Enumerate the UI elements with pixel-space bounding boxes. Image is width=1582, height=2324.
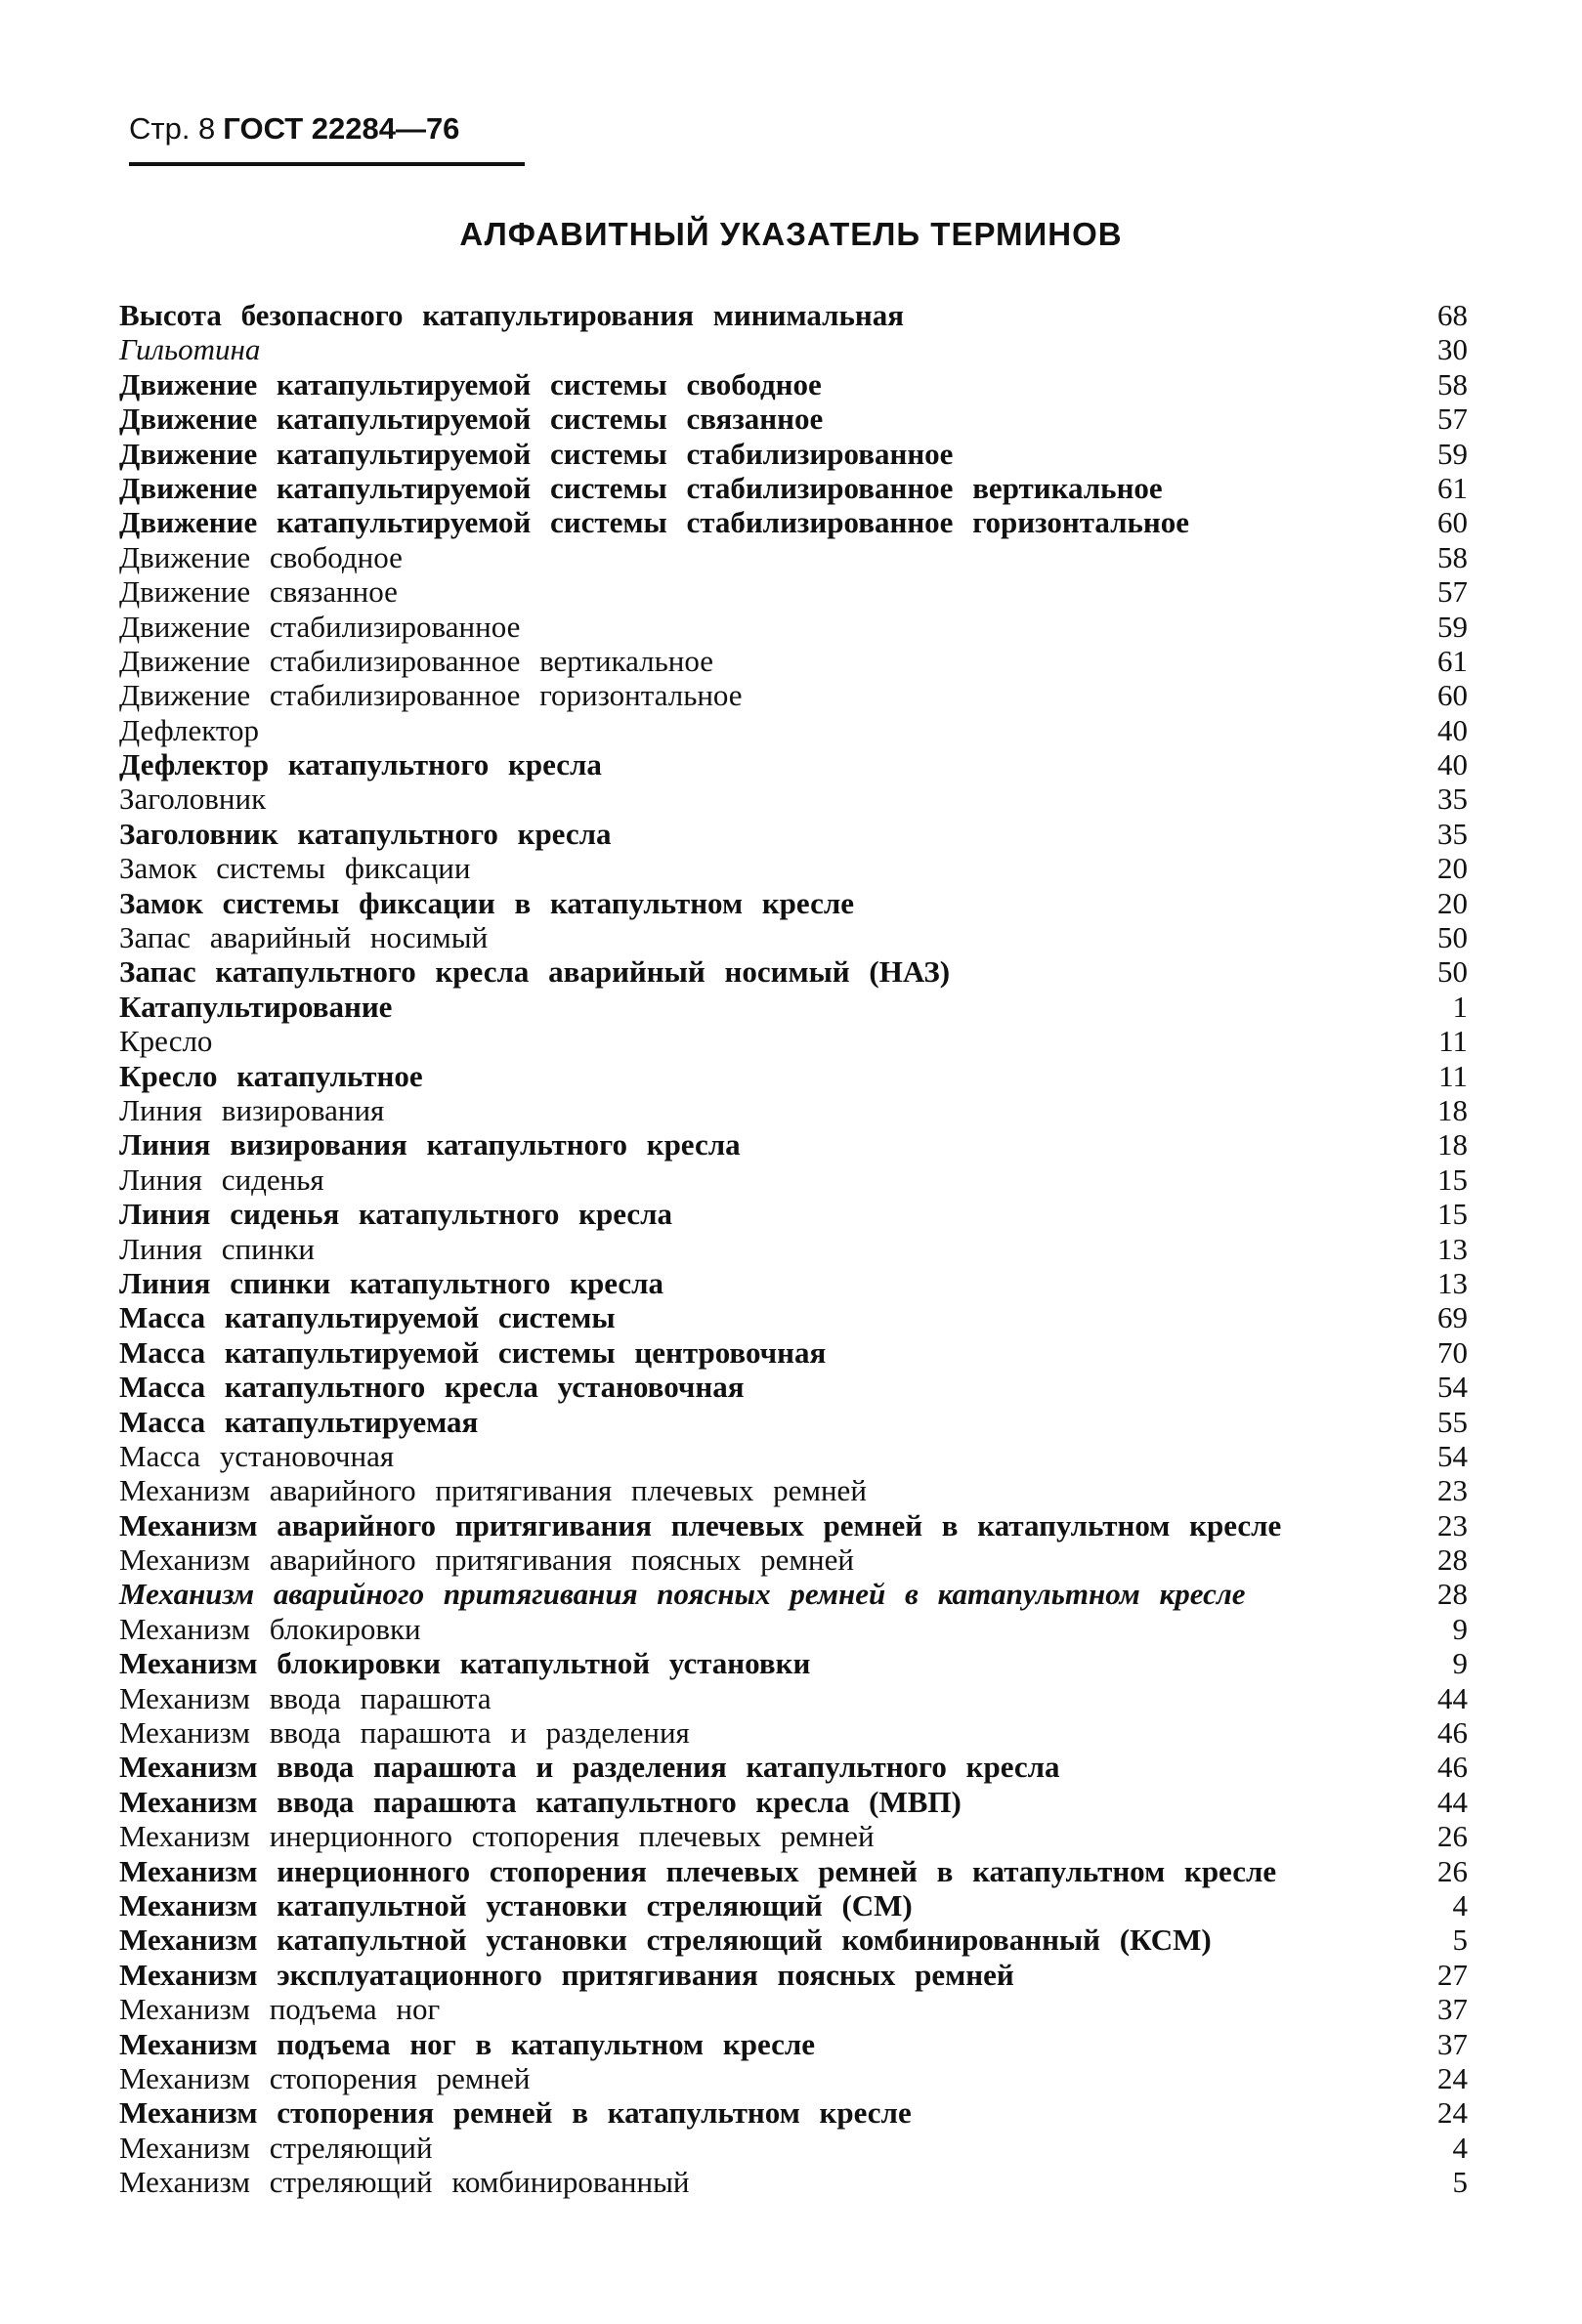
index-entry [119, 1854, 1468, 1888]
index-term: Движение стабилизированное горизонтальное [119, 678, 743, 713]
index-entry [119, 1405, 1468, 1439]
index-term: Механизм аварийного притягивания плечевых ремней в катапультном кресле [119, 1507, 1282, 1542]
index-term-number: 4 [1452, 1887, 1468, 1923]
index-term-number: 9 [1452, 1611, 1468, 1646]
index-entry [119, 1819, 1468, 1853]
index-term: Движение катапультируемой системы свободное [119, 366, 822, 401]
index-term: Механизм стреляющий комбинированный [119, 2165, 690, 2200]
index-term-number: 11 [1438, 1024, 1468, 1059]
index-term: Линия сиденья катапультного кресла [119, 1197, 673, 1232]
index-term-number: 35 [1437, 782, 1468, 817]
index-entry [119, 1646, 1468, 1680]
index-entry [119, 920, 1468, 954]
index-term: Механизм эксплуатационного притягивания поясных ремней [119, 1957, 1014, 1992]
index-term: Движение стабилизированное [119, 609, 521, 644]
index-entry [119, 367, 1468, 401]
index-title: АЛФАВИТНЫЙ УКАЗАТЕЛЬ ТЕРМИНОВ [459, 216, 1123, 252]
index-entry [119, 1093, 1468, 1127]
index-entry [119, 2131, 1468, 2165]
index-term: Механизм аварийного притягивания поясных ремней [119, 1542, 854, 1578]
index-term: Механизм ввода парашюта катапультного кресла (МВП) [119, 1784, 962, 1819]
index-entry [119, 2165, 1468, 2199]
index-entry [119, 1127, 1468, 1162]
index-term-number: 30 [1437, 332, 1468, 367]
index-term-number: 9 [1452, 1646, 1468, 1681]
index-term-number: 60 [1437, 678, 1468, 713]
index-term-number: 61 [1437, 643, 1468, 678]
index-term-number: 13 [1437, 1265, 1468, 1300]
index-term: Заголовник [119, 782, 267, 817]
index-term: Механизм инерционного стопорения плечевых ремней [119, 1819, 875, 1854]
index-term: Линия визирования [119, 1092, 385, 1127]
index-entry [119, 1300, 1468, 1334]
index-term: Линия спинки катапультного кресла [119, 1265, 664, 1300]
index-entry [119, 1715, 1468, 1750]
index-term: Линия спинки [119, 1231, 315, 1266]
index-term-number: 57 [1437, 574, 1468, 610]
index-term-number: 50 [1437, 954, 1468, 990]
index-term-number: 23 [1437, 1507, 1468, 1542]
index-term: Механизм блокировки [119, 1611, 421, 1646]
index-entry [119, 437, 1468, 471]
index-term-number: 46 [1437, 1750, 1468, 1785]
index-term: Механизм инерционного стопорения плечевых ремней в катапультном кресле [119, 1853, 1277, 1888]
index-term-number: 59 [1437, 436, 1468, 471]
index-term-number: 28 [1437, 1542, 1468, 1578]
index-entry [119, 990, 1468, 1024]
index-entry [119, 2095, 1468, 2130]
index-term-number: 13 [1437, 1231, 1468, 1266]
index-term: Движение катапультируемой системы стабилизированное [119, 436, 954, 471]
index-term-number: 1 [1452, 989, 1468, 1024]
index-term: Замок системы фиксации [119, 851, 471, 886]
index-term-number: 5 [1452, 2165, 1468, 2200]
index-term: Движение катапультируемой системы стабилизированное горизонтальное [119, 505, 1190, 540]
index-term: Движение связанное [119, 574, 398, 610]
index-term-number: 68 [1437, 298, 1468, 332]
index-term: Кресло катапультное [119, 1058, 423, 1093]
header-rule [129, 162, 525, 166]
index-term-number: 59 [1437, 609, 1468, 644]
index-term-number: 18 [1437, 1092, 1468, 1127]
index-term: Запас аварийный носимый [119, 920, 489, 955]
index-term-number: 24 [1437, 2060, 1468, 2095]
index-entry [119, 851, 1468, 885]
index-term: Механизм блокировки катапультной установки [119, 1646, 811, 1681]
index-term-number: 44 [1437, 1680, 1468, 1715]
index-term-number: 27 [1437, 1957, 1468, 1992]
index-term: Дефлектор катапультного кресла [119, 747, 602, 782]
index-entry [119, 2027, 1468, 2061]
index-term-number: 57 [1437, 401, 1468, 437]
index-term: Масса катапультируемой системы центровочная [119, 1334, 827, 1370]
index-entry [119, 1266, 1468, 1300]
index-entry [119, 1958, 1468, 1992]
index-term: Линия сиденья [119, 1162, 324, 1197]
index-entry [119, 471, 1468, 505]
index-term-number: 61 [1437, 470, 1468, 505]
index-term: Движение свободное [119, 539, 403, 574]
index-term-number: 18 [1437, 1127, 1468, 1162]
index-term: Дефлектор [119, 712, 259, 747]
index-term-number: 28 [1437, 1577, 1468, 1612]
index-entry [119, 1542, 1468, 1577]
index-entry [119, 1473, 1468, 1507]
index-entry [119, 678, 1468, 712]
index-term-number: 11 [1438, 1058, 1468, 1093]
index-term: Масса катапультного кресла установочная [119, 1370, 745, 1405]
index-entry [119, 954, 1468, 989]
index-term: Масса установочная [119, 1438, 395, 1473]
index-entry [119, 332, 1468, 366]
index-entry [119, 1508, 1468, 1542]
index-term-number: 35 [1437, 816, 1468, 851]
index-entry [119, 1439, 1468, 1473]
index-term: Механизм стопорения ремней в катапультном кресле [119, 2095, 912, 2131]
index-entry [119, 1923, 1468, 1957]
index-entry [119, 1335, 1468, 1370]
index-term-number: 54 [1437, 1438, 1468, 1473]
index-term: Механизм стреляющий [119, 2130, 433, 2165]
index-entry [119, 1024, 1468, 1058]
index-entry [119, 1612, 1468, 1646]
index-entry [119, 401, 1468, 436]
index-entry [119, 1888, 1468, 1923]
index-term: Масса катапультируемая [119, 1404, 479, 1439]
index-term-number: 44 [1437, 1784, 1468, 1819]
index-term-number: 5 [1452, 1923, 1468, 1958]
index-term-number: 50 [1437, 920, 1468, 955]
index-term-number: 60 [1437, 505, 1468, 540]
index-term: Высота безопасного катапультирования минимальная [119, 298, 905, 332]
index-term: Механизм подъема ног [119, 1992, 441, 2027]
page-header [129, 109, 459, 148]
index-term-number: 58 [1437, 366, 1468, 401]
index-entry [119, 298, 1468, 332]
index-entry [119, 817, 1468, 851]
index-entry [119, 747, 1468, 782]
index-entry [119, 1750, 1468, 1784]
index-term-number: 37 [1437, 1992, 1468, 2027]
index-term: Движение катапультируемой системы стабилизированное вертикальное [119, 470, 1163, 505]
index-entry [119, 574, 1468, 609]
index-term: Механизм стопорения ремней [119, 2060, 531, 2095]
index-term-number: 40 [1437, 747, 1468, 782]
index-term-number: 26 [1437, 1853, 1468, 1888]
index-term-number: 23 [1437, 1473, 1468, 1508]
index-entry [119, 713, 1468, 747]
index-entry [119, 505, 1468, 539]
index-entry [119, 2061, 1468, 2095]
page-number-label: Стр. 8 [129, 111, 216, 146]
term-index-list [119, 298, 1468, 2199]
index-entry [119, 1785, 1468, 1819]
index-term: Движение катапультируемой системы связанное [119, 401, 824, 437]
index-term: Замок системы фиксации в катапультном кресле [119, 885, 854, 920]
index-term-number: 24 [1437, 2095, 1468, 2131]
index-term-number: 70 [1437, 1334, 1468, 1370]
index-term: Кресло [119, 1024, 213, 1059]
index-term: Масса катапультируемой системы [119, 1300, 616, 1335]
index-term-number: 58 [1437, 539, 1468, 574]
index-term: Гильотина [119, 332, 261, 367]
index-term-number: 15 [1437, 1162, 1468, 1197]
index-term: Механизм подъема ног в катапультном кресле [119, 2026, 815, 2061]
index-entry [119, 1370, 1468, 1404]
index-entry [119, 1059, 1468, 1093]
index-entry [119, 644, 1468, 678]
index-term-number: 40 [1437, 712, 1468, 747]
index-term-number: 4 [1452, 2130, 1468, 2165]
index-term: Механизм катапультной установки стреляющий (СМ) [119, 1887, 913, 1923]
index-term: Линия визирования катапультного кресла [119, 1127, 741, 1162]
index-term: Запас катапультного кресла аварийный носимый (НАЗ) [119, 954, 951, 990]
index-entry [119, 1577, 1468, 1611]
index-entry [119, 1162, 1468, 1197]
index-term: Механизм катапультной установки стреляющий комбинированный (КСМ) [119, 1923, 1212, 1958]
index-term: Движение стабилизированное вертикальное [119, 643, 713, 678]
index-term: Механизм аварийного притягивания плечевых ремней [119, 1473, 867, 1508]
index-term-number: 37 [1437, 2026, 1468, 2061]
index-term: Механизм аварийного притягивания поясных ремней в катапультном кресле [119, 1577, 1246, 1612]
index-entry [119, 610, 1468, 644]
index-term: Заголовник катапультного кресла [119, 816, 612, 851]
index-entry [119, 1992, 1468, 2026]
index-entry [119, 886, 1468, 920]
index-term-number: 15 [1437, 1197, 1468, 1232]
index-term-number: 46 [1437, 1715, 1468, 1751]
index-term-number: 54 [1437, 1370, 1468, 1405]
index-term: Механизм ввода парашюта и разделения катапультного кресла [119, 1750, 1060, 1785]
index-term-number: 26 [1437, 1819, 1468, 1854]
index-entry [119, 1232, 1468, 1266]
index-entry [119, 782, 1468, 816]
index-term: Механизм ввода парашюта [119, 1680, 492, 1715]
index-term: Катапультирование [119, 989, 393, 1024]
index-entry [119, 1681, 1468, 1715]
index-term-number: 20 [1437, 885, 1468, 920]
index-term: Механизм ввода парашюта и разделения [119, 1715, 690, 1751]
index-term-number: 69 [1437, 1300, 1468, 1335]
index-entry [119, 540, 1468, 574]
standard-designation: ГОСТ 22284—76 [223, 111, 460, 146]
index-term-number: 20 [1437, 851, 1468, 886]
index-entry [119, 1197, 1468, 1231]
index-term-number: 55 [1437, 1404, 1468, 1439]
